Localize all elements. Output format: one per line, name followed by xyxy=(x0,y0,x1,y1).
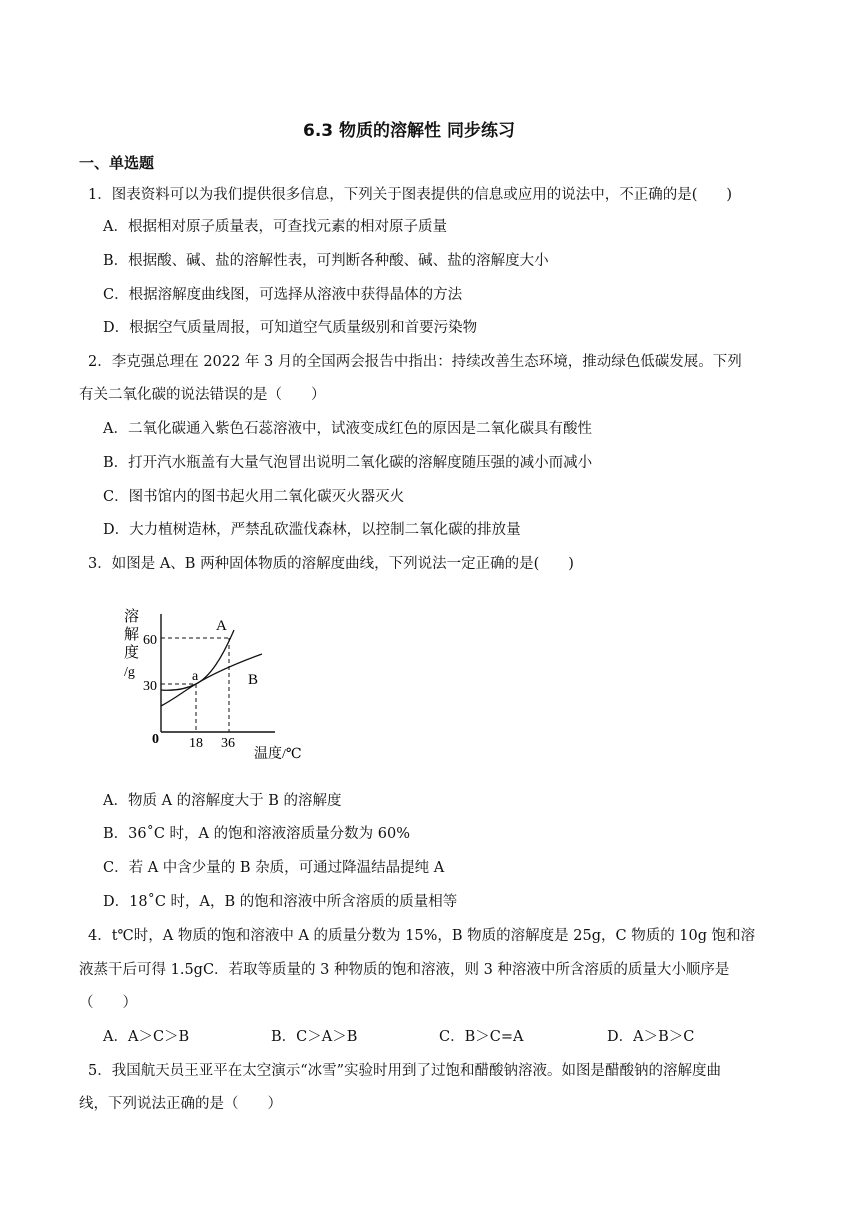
intersection-label: a xyxy=(192,669,199,684)
y-axis-label-char: 度 xyxy=(124,645,140,661)
option-b: B．C＞A＞B xyxy=(271,1029,358,1045)
question-stem-line-3: （ ） xyxy=(79,995,137,1011)
curve-b-label: B xyxy=(248,672,259,688)
option-c: C．B＞C=A xyxy=(439,1029,524,1045)
section-heading: 一、单选题 xyxy=(79,154,155,172)
question-stem-line-1: 5．我国航天员王亚平在太空演示“冰雪”实验时用到了过饱和醋酸钠溶液。如图是醋酸钠的溶解度曲 xyxy=(88,1063,722,1079)
question-stem-line-2: 有关二氧化碳的说法错误的是（ ） xyxy=(79,387,326,403)
option-c: C．根据溶解度曲线图，可选择从溶液中获得晶体的方法 xyxy=(103,287,463,303)
question-stem-line-2: 液蒸干后可得 1.5gC．若取等质量的 3 种物质的饱和溶液，则 3 种溶液中所含溶质的质量大小顺序是 xyxy=(79,962,730,978)
question-stem-line-1: 4．t℃时，A 物质的饱和溶液中 A 的质量分数为 15%，B 物质的溶解度是 25g，C 物质的 10g 饱和溶 xyxy=(88,928,756,944)
x-axis-label: 温度/℃ xyxy=(254,747,302,762)
option-a: A．二氧化碳通入紫色石蕊溶液中，试液变成红色的原因是二氧化碳具有酸性 xyxy=(103,421,592,437)
page-title: 6.3 物质的溶解性 同步练习 xyxy=(303,121,515,141)
tick-label-30: 30 xyxy=(143,679,157,694)
option-d: D．A＞B＞C xyxy=(607,1029,695,1045)
question-stem-line-2: 线，下列说法正确的是（ ） xyxy=(79,1096,282,1112)
option-b: B．36˚C 时，A 的饱和溶液溶质量分数为 60% xyxy=(103,826,410,842)
option-d: D．根据空气质量周报，可知道空气质量级别和首要污染物 xyxy=(103,320,478,336)
y-axis-label-char: 解 xyxy=(124,627,140,643)
y-axis-label-char: 溶 xyxy=(124,609,140,625)
option-a: A．根据相对原子质量表，可查找元素的相对原子质量 xyxy=(103,219,447,235)
y-axis-label-char: /g xyxy=(124,665,135,680)
question-stem: 3．如图是 A、B 两种固体物质的溶解度曲线，下列说法一定正确的是( ) xyxy=(88,556,574,572)
options-row xyxy=(103,1027,743,1047)
origin-label: 0 xyxy=(152,732,159,747)
option-c: C．图书馆内的图书起火用二氧化碳灭火器灭火 xyxy=(103,489,405,505)
option-b: B．打开汽水瓶盖有大量气泡冒出说明二氧化碳的溶解度随压强的减小而减小 xyxy=(103,455,593,471)
solubility-curve-figure xyxy=(112,600,312,770)
question-stem-line-1: 2．李克强总理在 2022 年 3 月的全国两会报告中指出：持续改善生态环境，推动绿色低碳发展。下列 xyxy=(88,354,742,370)
option-d: D．大力植树造林，严禁乱砍滥伐森林，以控制二氧化碳的排放量 xyxy=(103,522,521,538)
curve-a-label: A xyxy=(216,618,227,634)
tick-label-60: 60 xyxy=(143,633,157,648)
option-a: A．物质 A 的溶解度大于 B 的溶解度 xyxy=(103,793,342,809)
tick-label-18: 18 xyxy=(189,736,203,751)
option-b: B．根据酸、碱、盐的溶解性表，可判断各种酸、碱、盐的溶解度大小 xyxy=(103,253,549,269)
option-a: A．A＞C＞B xyxy=(103,1029,190,1045)
tick-label-36: 36 xyxy=(221,736,235,751)
option-c: C．若 A 中含少量的 B 杂质，可通过降温结晶提纯 A xyxy=(103,860,445,876)
question-stem: 1．图表资料可以为我们提供很多信息，下列关于图表提供的信息或应用的说法中，不正确的是( ) xyxy=(88,187,733,203)
curve-b xyxy=(161,654,262,706)
option-d: D．18˚C 时，A，B 的饱和溶液中所含溶质的质量相等 xyxy=(103,894,458,910)
